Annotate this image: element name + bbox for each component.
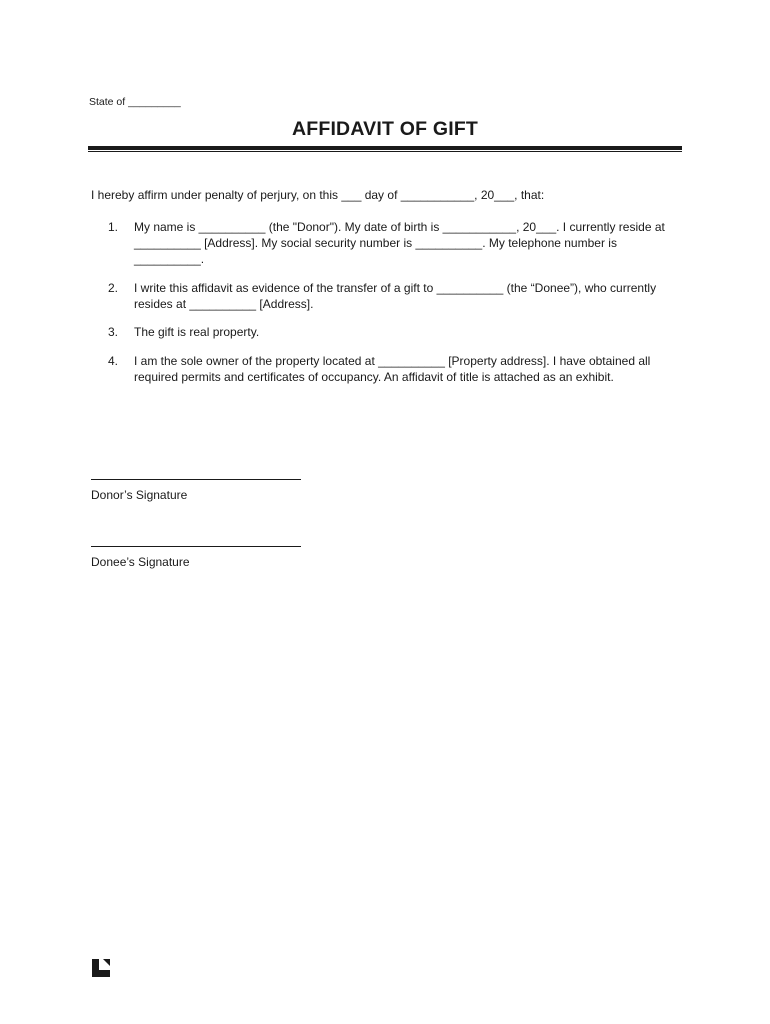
document-title: AFFIDAVIT OF GIFT xyxy=(291,118,479,140)
list-item-number: 2. xyxy=(108,281,119,295)
list-item-number: 4. xyxy=(108,354,119,368)
list-item-2 xyxy=(108,280,680,312)
list-item-text: I write this affidavit as evidence of the transfer of a gift to __________ (the “Donee”), who currently resides at __________ [Address]. xyxy=(134,281,657,311)
list-item-number: 1. xyxy=(108,220,119,234)
list-item-text: I am the sole owner of the property located at __________ [Property address]. I have obtained all required permits and certificates of occupancy. An affidavit of title is attached as an exhibit. xyxy=(134,354,651,384)
list-item-text: My name is __________ (the "Donor"). My date of birth is ___________, 20___. I currently reside at __________ [Address]. My social security number is __________. My telephone number is __________. xyxy=(134,220,665,266)
state-line: State of _________ xyxy=(89,96,181,108)
list-item-4 xyxy=(108,353,680,385)
title-rule-thin xyxy=(88,151,682,152)
brand-logo-icon xyxy=(92,959,110,977)
list-item-number: 3. xyxy=(108,325,119,339)
list-item-1 xyxy=(108,219,680,267)
intro-paragraph: I hereby affirm under penalty of perjury, on this ___ day of ___________, 20___, that: xyxy=(91,188,545,202)
donor-signature-line[interactable] xyxy=(91,479,301,480)
title-rule-thick xyxy=(88,146,682,150)
list-item-text: The gift is real property. xyxy=(134,325,260,339)
donee-signature-label: Donee’s Signature xyxy=(91,555,190,569)
donor-signature-label: Donor’s Signature xyxy=(91,488,188,502)
donee-signature-line[interactable] xyxy=(91,546,301,547)
list-item-3 xyxy=(108,324,680,340)
brand-logo-icon-svg xyxy=(92,959,110,977)
